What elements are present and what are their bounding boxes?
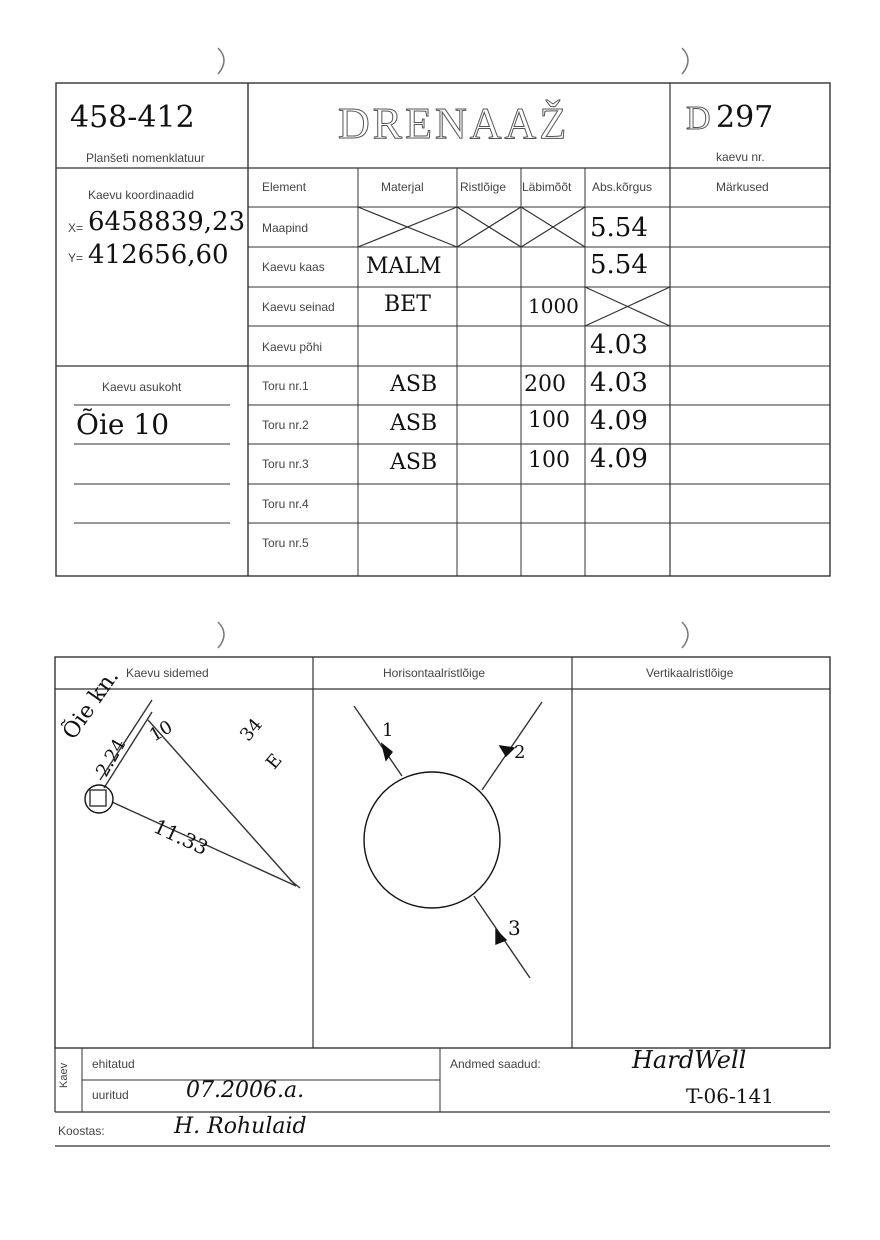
house-number: 34 <box>236 714 267 746</box>
header-notes: Märkused <box>716 180 769 194</box>
author-value: H. Rohulaid <box>174 1114 307 1139</box>
header-cross: Ristlõige <box>460 180 507 194</box>
data-from-value: HardWell <box>632 1046 747 1074</box>
header-abs-height: Abs.kõrgus <box>592 180 653 194</box>
cell-material: ASB <box>390 411 438 436</box>
cell-diameter: 1000 <box>528 294 579 318</box>
row-label: Toru nr.1 <box>262 379 309 393</box>
well-ties-sketch <box>85 700 300 888</box>
cell-diameter: 200 <box>524 372 566 397</box>
cell-abs: 4.03 <box>590 368 648 398</box>
sheet-label: Planšeti nomenklatuur <box>86 151 205 165</box>
well-no-prefix: D <box>686 100 714 137</box>
cell-material: ASB <box>390 372 438 397</box>
sheet-code: 458-412 <box>70 100 195 135</box>
coords-label: Kaevu koordinaadid <box>88 188 195 202</box>
cell-abs: 4.09 <box>590 444 648 474</box>
location-label: Kaevu asukoht <box>102 380 182 394</box>
header-element: Element <box>262 180 307 194</box>
row-label: Toru nr.5 <box>262 536 309 550</box>
tie-distance: 10 <box>146 716 177 747</box>
cell-abs: 5.54 <box>590 250 648 280</box>
author-label: Koostas: <box>58 1124 105 1138</box>
built-label: ehitatud <box>92 1057 135 1071</box>
header-diameter: Läbimõõt <box>522 180 572 194</box>
pipe-number: 1 <box>382 720 394 741</box>
row-label: Maapind <box>262 221 309 235</box>
cell-material: MALM <box>366 254 442 279</box>
cell-material: BET <box>384 292 431 317</box>
road-label: Õie kn. <box>58 664 125 745</box>
pipe-number: 2 <box>514 742 526 763</box>
row-label: Toru nr.4 <box>262 497 309 511</box>
pipe-number: 3 <box>508 916 521 940</box>
cell-abs: 4.09 <box>590 406 648 436</box>
tie-distance: 2.24 <box>92 735 131 781</box>
cell-diameter: 100 <box>528 448 570 473</box>
data-reference: T-06-141 <box>686 1084 774 1108</box>
cell-abs: 4.03 <box>590 330 648 360</box>
x-prefix: X= <box>68 221 84 235</box>
row-label: Kaevu kaas <box>262 260 325 274</box>
y-prefix: Y= <box>68 251 84 265</box>
cell-abs: 5.54 <box>590 213 648 243</box>
data-from-label: Andmed saadud: <box>450 1057 541 1071</box>
row-label: Kaevu seinad <box>262 300 335 314</box>
col-vertical-section: Vertikaalristlõige <box>646 666 734 680</box>
tie-distance: 11.33 <box>149 814 212 860</box>
col-well-ties: Kaevu sidemed <box>126 666 209 680</box>
kaev-label: Kaev <box>58 1062 70 1088</box>
form-title: DRENAAŽ <box>338 99 570 148</box>
cell-diameter: 100 <box>528 408 570 433</box>
x-value: 6458839,23 <box>88 207 246 237</box>
well-no-value: 297 <box>716 100 774 135</box>
well-no-label: kaevu nr. <box>716 150 765 164</box>
row-label: Kaevu põhi <box>262 340 323 354</box>
row-label: Toru nr.2 <box>262 418 309 432</box>
cell-material: ASB <box>390 450 438 475</box>
y-value: 412656,60 <box>88 240 229 270</box>
location-value: Õie 10 <box>76 408 170 441</box>
house-letter: E <box>262 749 287 774</box>
row-label: Toru nr.3 <box>262 457 309 471</box>
col-horizontal-section: Horisontaalristlõige <box>383 666 486 680</box>
header-material: Materjal <box>381 180 424 194</box>
surveyed-value: 07.2006.a. <box>186 1078 305 1103</box>
surveyed-label: uuritud <box>92 1088 129 1102</box>
